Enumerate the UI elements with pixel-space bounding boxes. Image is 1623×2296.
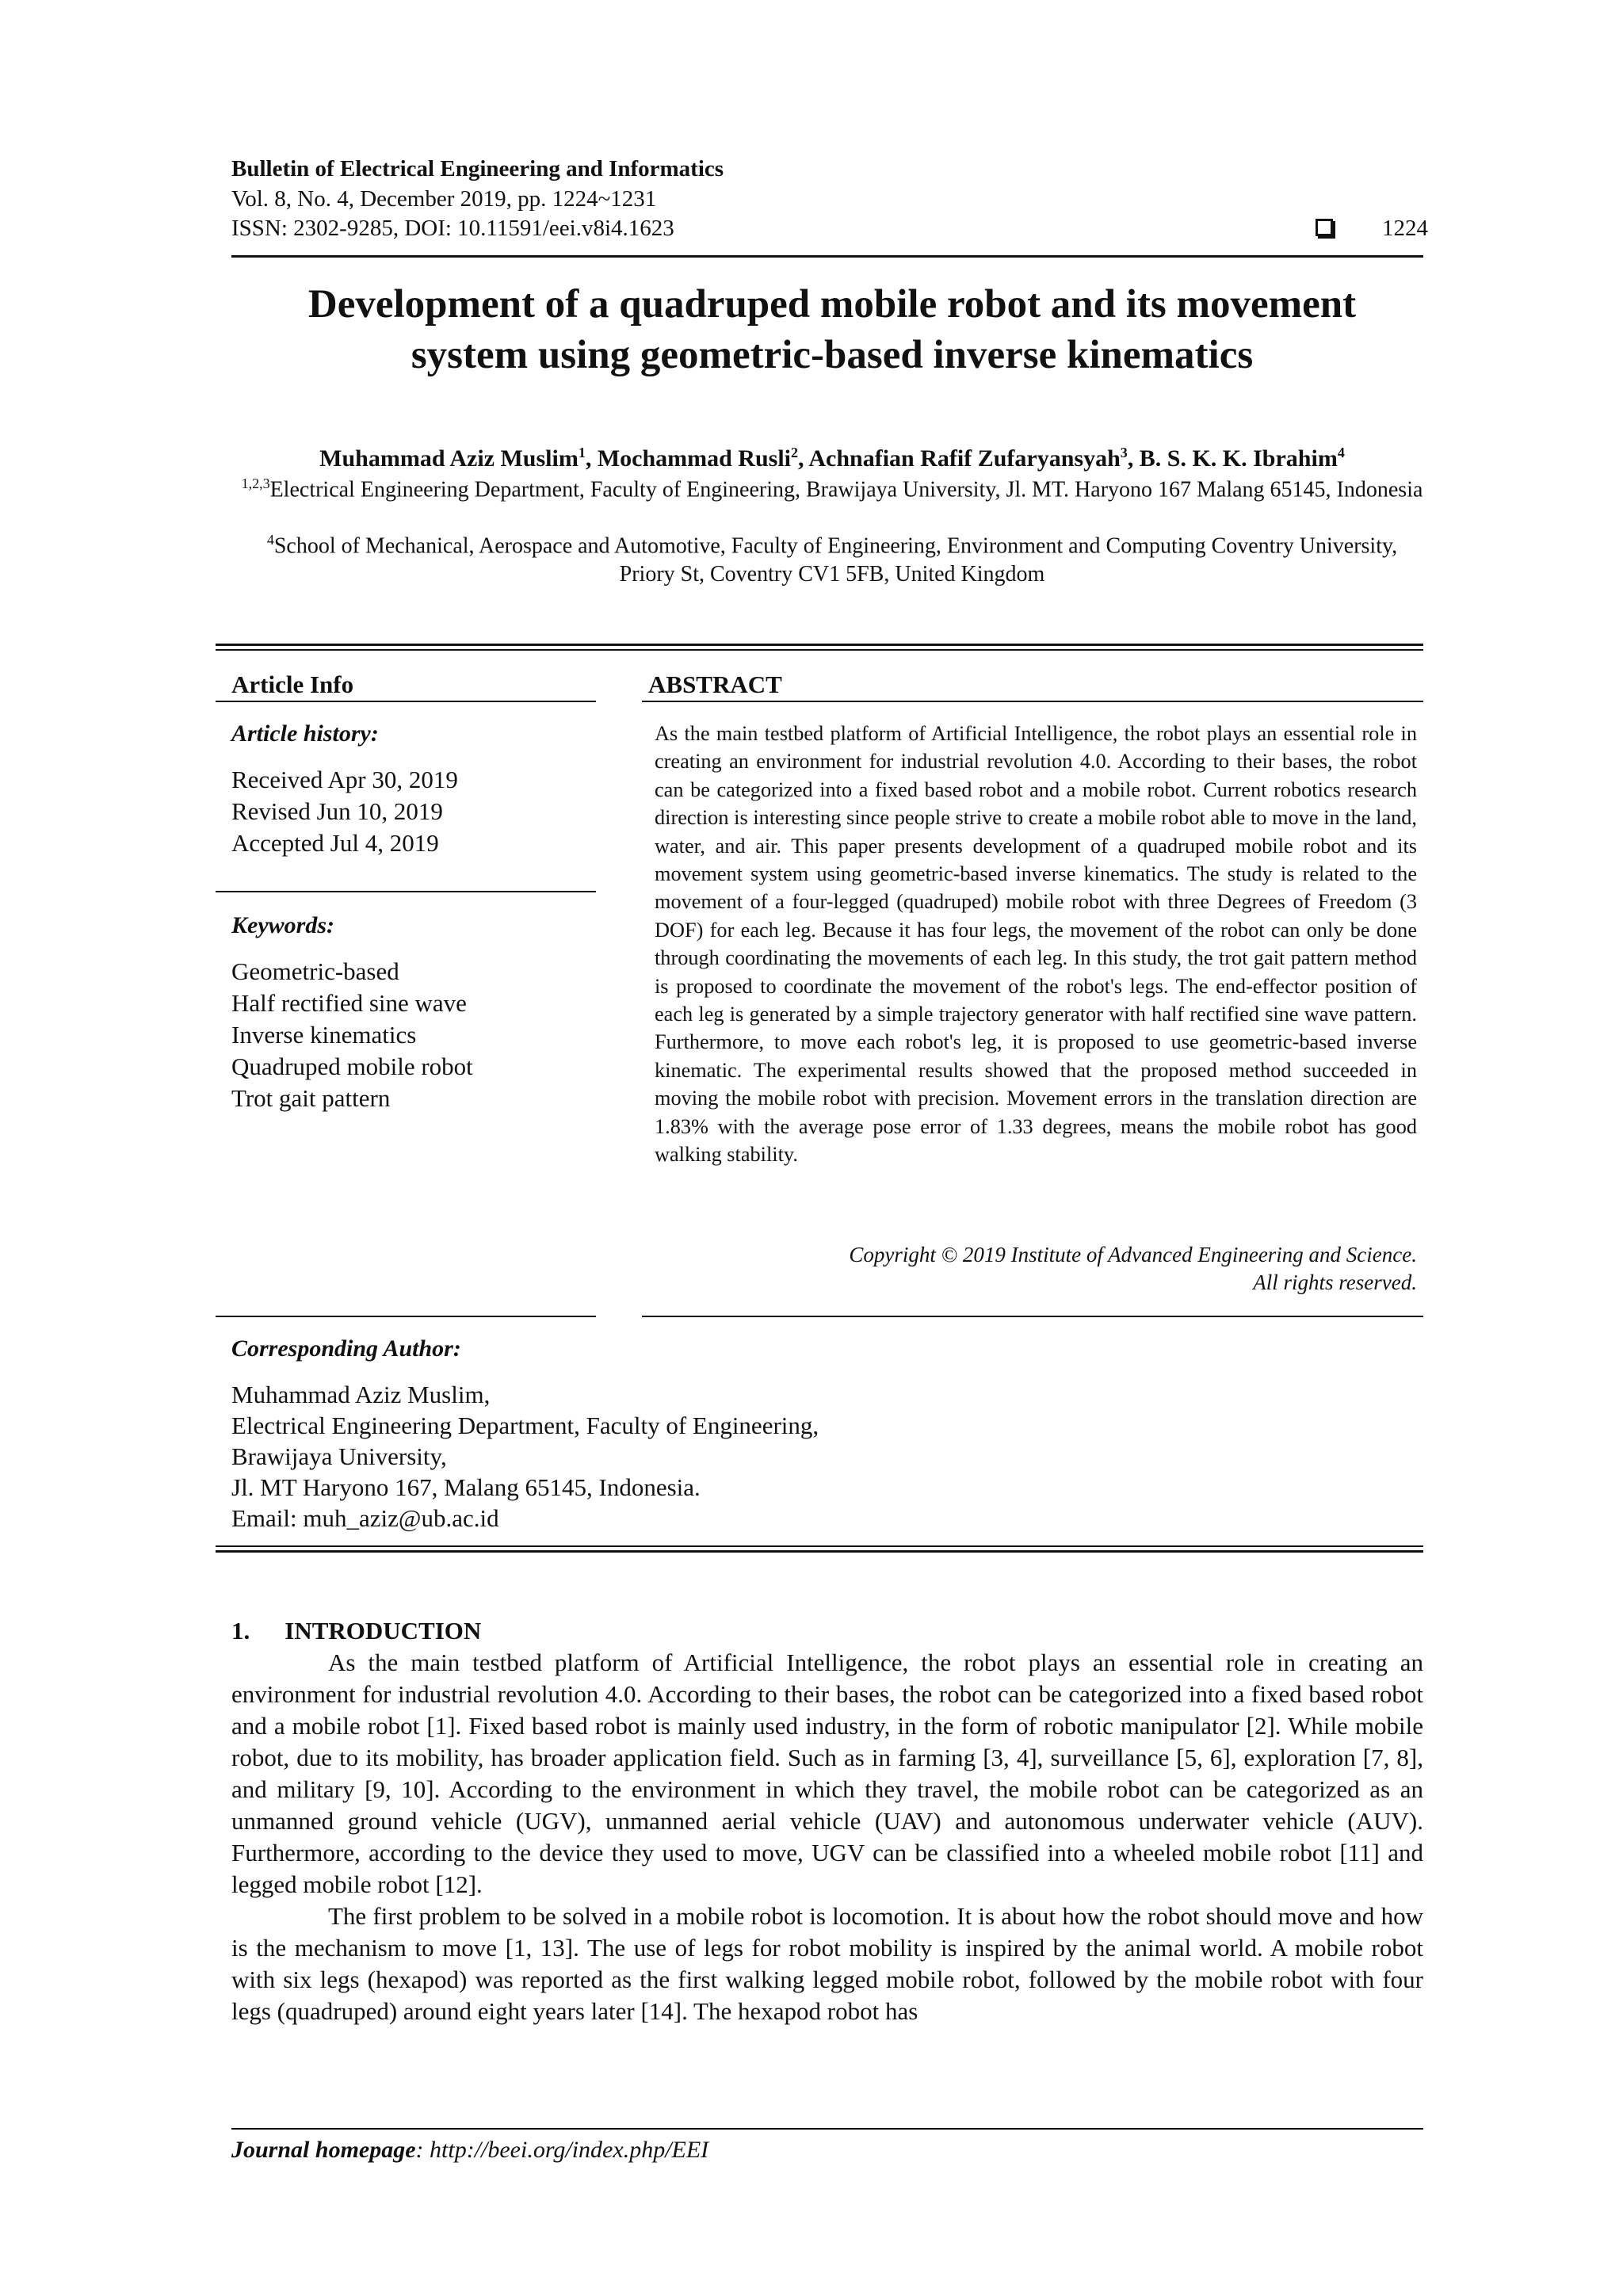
journal-name: Bulletin of Electrical Engineering and Informatics <box>231 156 724 181</box>
checkbox-square-icon <box>1316 219 1333 236</box>
section-heading <box>231 1617 481 1645</box>
footer-rule <box>231 2128 1423 2130</box>
keyword-item: Half rectified sine wave <box>231 989 467 1017</box>
keyword-item: Geometric-based <box>231 957 399 985</box>
keyword-item: Quadruped mobile robot <box>231 1052 473 1080</box>
journal-homepage: Journal homepage: http://beei.org/index.php/EEI <box>231 2137 709 2163</box>
volume-info: Vol. 8, No. 4, December 2019, pp. 1224~1231 <box>231 186 657 212</box>
history-item: Received Apr 30, 2019 <box>231 766 458 793</box>
author-list: Muhammad Aziz Muslim$^1$, Mochammad Rusli$^2$, Achnafian Rafif Zufaryansyah$^3$, B. S. K. K. Ibrahim$^4$ <box>319 445 1345 472</box>
issn-doi: ISSN: 2302-9285, DOI: 10.11591/eei.v8i4.1623 <box>231 216 674 241</box>
title-line: system using geometric-based inverse kinematics <box>411 333 1254 377</box>
column-rule <box>216 1316 596 1317</box>
page-number: 1224 <box>1382 216 1428 241</box>
affiliation <box>238 525 1426 589</box>
keyword-item: Trot gait pattern <box>231 1084 391 1112</box>
column-rule <box>216 891 596 892</box>
author-sup: 2 <box>791 445 799 460</box>
corresponding-line: Muhammad Aziz Muslim, <box>231 1381 491 1408</box>
article-info-heading: Article Info <box>231 670 354 698</box>
author-name: B. S. K. K. Ibrahim <box>1139 445 1338 472</box>
body-paragraph: As the main testbed platform of Artificial Intelligence, the robot plays an essential role in creating an environment for industrial revolution 4.0. According to their bases, the robot can be categorized into a fixed based robot and a mobile robot [1]. Fixed based robot is mainly used industry, in the form of robotic manipulator [2]. While mobile robot, due to its mobility, has broader application field. Such as in farming [3, 4], surveillance [5, 6], exploration [7, 8], and military [9, 10]. According to the environment in which they travel, the mobile robot can be categorized as an unmanned ground vehicle (UGV), unmanned aerial vehicle (UAV) and autonomous underwater vehicle (AUV). Furthermore, according to the device they used to move, UGV can be classified into a wheeled mobile robot [11] and legged mobile robot [12]. <box>231 1648 1423 1898</box>
section-title: INTRODUCTION <box>285 1617 482 1645</box>
keywords-heading: Keywords: <box>231 912 334 938</box>
box-bottom-rule <box>216 1545 1423 1547</box>
copyright-line: Copyright © 2019 Institute of Advanced Engineering and Science. <box>849 1243 1417 1266</box>
history-list <box>231 764 458 859</box>
author-name: Achnafian Rafif Zufaryansyah <box>808 445 1121 472</box>
abstract-text: As the main testbed platform of Artificial Intelligence, the robot plays an essential role in creating an environment for industrial revolution 4.0. According to their bases, the robot can be categorized into a fixed based robot and a mobile robot. Current robotics research direction is interesting since people strive to create a mobile robot able to move in the land, water, and air. This paper presents development of a quadruped mobile robot and its movement system using geometric-based inverse kinematics. The study is related to the movement of a four-legged (quadruped) mobile robot with three Degrees of Freedom (3 DOF) for each leg. Because it has four legs, the movement of the robot can only be done through coordinating the movements of each leg. In this study, the trot gait pattern method is proposed to coordinate the movement of the robot's legs. The end-effector position of each leg is generated by a simple trajectory generator with half rectified sine wave pattern. Furthermore, to move each robot's leg, it is proposed to use geometric-based inverse kinematic. The experimental results showed that the proposed method succeeded in moving the mobile robot with precision. Movement errors in the translation direction are 1.83% with the average pose error of 1.33 degrees, means the mobile robot has good walking stability. <box>655 722 1417 1167</box>
column-rule <box>216 701 596 702</box>
history-heading: Article history: <box>231 720 379 747</box>
copyright-line: All rights reserved. <box>1253 1270 1417 1294</box>
corresponding-line: Jl. MT Haryono 167, Malang 65145, Indonesia. <box>231 1473 701 1501</box>
keyword-item: Inverse kinematics <box>231 1021 417 1049</box>
corresponding-line: Electrical Engineering Department, Faculty of Engineering, <box>231 1412 819 1439</box>
box-bottom-rule <box>216 1550 1423 1553</box>
affiliation-text: School of Mechanical, Aerospace and Automotive, Faculty of Engineering, Environment and Computing Coventry University, Priory St, Coventry CV1 5FB, United Kingdom <box>273 533 1398 587</box>
affiliation-sup: 4 <box>266 532 274 548</box>
affiliation <box>238 469 1426 504</box>
author-name: Muhammad Aziz Muslim <box>319 445 579 472</box>
corresponding-email: Email: muh_aziz@ub.ac.id <box>231 1504 499 1532</box>
abstract-rule <box>642 701 1423 702</box>
affiliation-text: Electrical Engineering Department, Faculty of Engineering, Brawijaya University, Jl. MT. Haryono 167 Malang 65145, Indonesia <box>269 477 1423 502</box>
homepage-link[interactable]: http://beei.org/index.php/EEI <box>430 2137 709 2163</box>
corresponding-line: Brawijaya University, <box>231 1442 447 1470</box>
paper-title <box>158 279 1506 380</box>
abstract-rule <box>642 1316 1423 1317</box>
corresponding-details <box>231 1379 819 1534</box>
keywords-list <box>231 956 473 1114</box>
box-top-rule <box>216 649 1423 651</box>
author-sup: 1 <box>578 445 586 460</box>
footer-label: Journal homepage <box>231 2137 416 2163</box>
introduction-body <box>231 1647 1423 2027</box>
history-item: Accepted Jul 4, 2019 <box>231 829 439 857</box>
abstract-heading: ABSTRACT <box>648 670 782 698</box>
corresponding-heading: Corresponding Author: <box>231 1335 461 1362</box>
history-item: Revised Jun 10, 2019 <box>231 797 443 825</box>
author-sup: 3 <box>1120 445 1128 460</box>
author-name: Mochammad Rusli <box>597 445 792 472</box>
body-paragraph: The first problem to be solved in a mobile robot is locomotion. It is about how the robot should move and how is the mechanism to move [1, 13]. The use of legs for robot mobility is inspired by the animal world. A mobile robot with six legs (hexapod) was reported as the first walking legged mobile robot, followed by the mobile robot with four legs (quadruped) around eight years later [14]. The hexapod robot has <box>231 1902 1423 2025</box>
title-line: Development of a quadruped mobile robot and its movement <box>307 282 1357 327</box>
header-rule <box>231 255 1423 258</box>
author-sup: 4 <box>1337 445 1345 460</box>
box-top-rule <box>216 644 1423 646</box>
section-number: 1. <box>231 1617 250 1645</box>
affiliation-sup: 1,2,3 <box>241 476 270 491</box>
